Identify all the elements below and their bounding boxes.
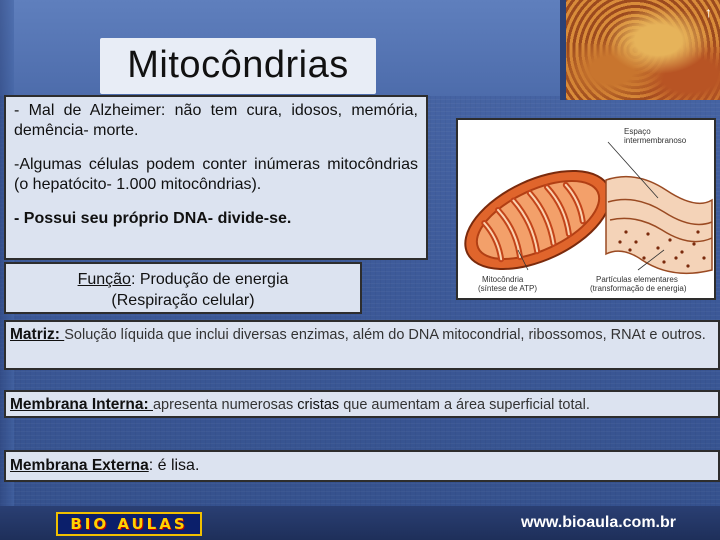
note-dna: - Possui seu próprio DNA- divide-se. — [14, 210, 292, 227]
label-espaco: Espaço — [624, 127, 651, 136]
mitochondria-illustration — [458, 120, 714, 298]
funcao-label: Função — [77, 271, 131, 288]
mitochondria-photo — [560, 0, 720, 100]
photo-mark: ↑ — [705, 4, 712, 20]
bio-aulas-logo[interactable] — [56, 512, 202, 536]
label-intermembranoso: intermembranoso — [624, 136, 687, 145]
mitochondria-diagram — [456, 118, 716, 300]
funcao-line2: (Respiração celular) — [111, 292, 255, 309]
funcao-text: : Produção de energia — [130, 271, 289, 288]
note-hepatocito: -Algumas células podem conter inúmeras mitocôndrias (o hepatócito- 1.000 mitocôndrias). — [14, 156, 418, 193]
membrana-interna-box[interactable] — [4, 390, 720, 418]
logo-text: BIO AULAS — [70, 515, 188, 533]
matriz-box[interactable] — [4, 320, 720, 370]
matriz-label: Matriz: — [10, 326, 65, 343]
funcao-box[interactable] — [4, 262, 362, 314]
funcao-line1 — [6, 269, 360, 290]
membrana-interna-text-c: que aumentam a área superficial total. — [339, 397, 590, 413]
label-sintese-atp: (síntese de ATP) — [478, 284, 537, 293]
membrana-interna-cristas: cristas — [297, 397, 340, 413]
membrana-externa-box[interactable] — [4, 450, 720, 482]
membrana-interna-label: Membrana Interna: — [10, 396, 153, 413]
website-link[interactable]: www.bioaula.com.br — [521, 514, 676, 531]
notes-textbox[interactable] — [4, 95, 428, 260]
label-transformacao: (transformação de energia) — [590, 284, 687, 293]
membrana-externa-text: : é lisa. — [148, 457, 200, 474]
matriz-text: Solução líquida que inclui diversas enzimas, além do DNA mitocondrial, ribossomos, RNAt e outros. — [64, 327, 706, 343]
slide-title: Mitocôndrias — [127, 44, 349, 86]
label-mitocondria: Mitocôndria — [482, 275, 524, 284]
label-particulas: Partículas elementares — [596, 275, 678, 284]
membrana-externa-label: Membrana Externa — [10, 457, 149, 474]
note-alzheimer: - Mal de Alzheimer: não tem cura, idosos, memória, demência- morte. — [14, 102, 418, 139]
membrana-interna-text-a: apresenta numerosas — [152, 397, 298, 413]
